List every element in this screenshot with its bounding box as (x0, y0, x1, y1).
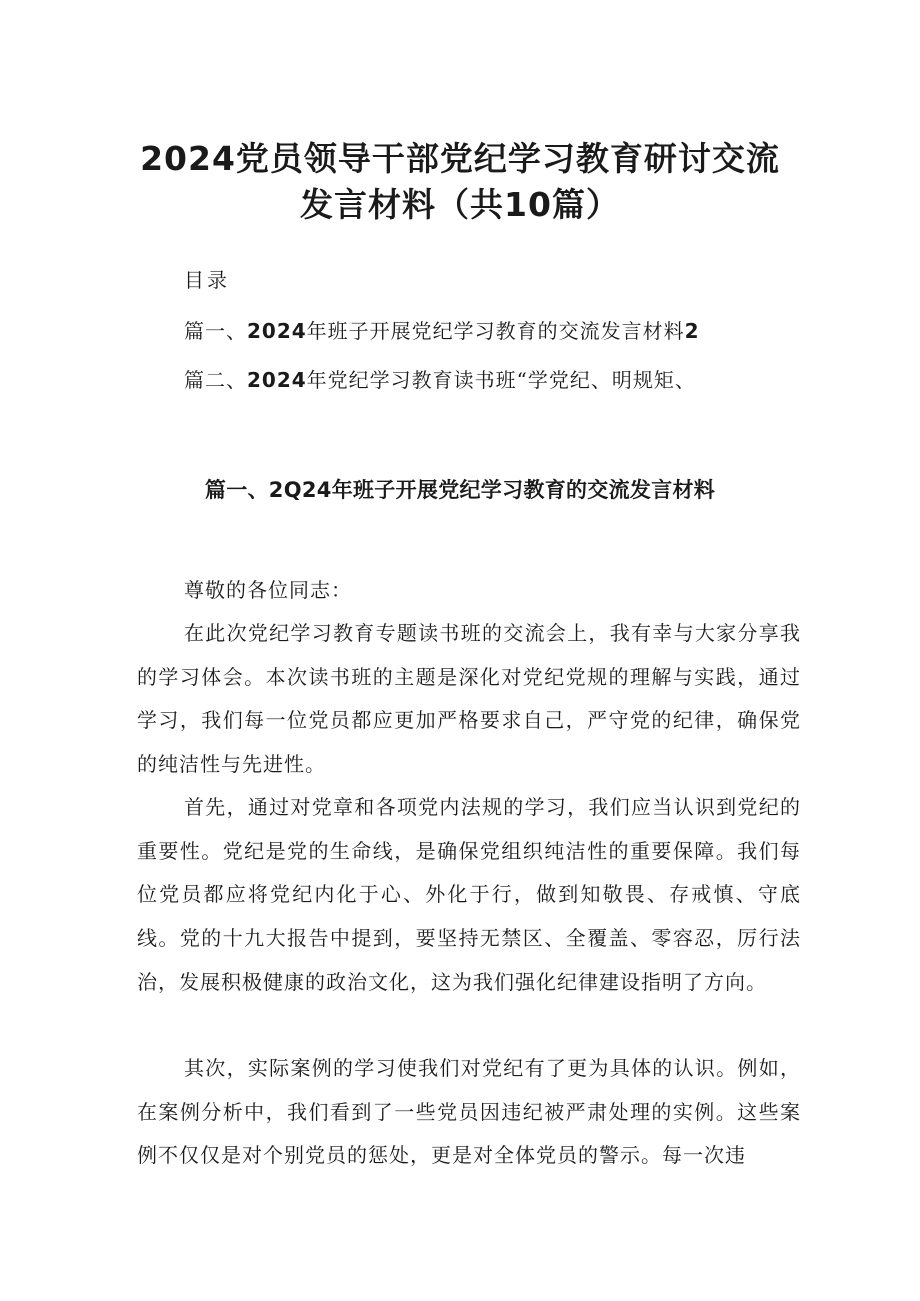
toc-item-2-year: 2024 (247, 368, 307, 392)
body-paragraph-1: 在此次党纪学习教育专题读书班的交流会上，我有幸与大家分享我的学习体会。本次读书班的主题是深化对党纪党规的理解与实践，通过学习，我们每一位党员都应更加严格要求自己，严守党的纪律，确保党的纯洁性与先进性。 (137, 621, 801, 777)
toc-item-1-prefix: 篇一、 (184, 319, 247, 343)
toc-label: 目录 (184, 268, 230, 292)
toc-item-1[interactable] (184, 321, 700, 341)
toc-item-2-text: 年党纪学习教育读书班“学党纪、明规矩、 (306, 368, 696, 392)
toc-item-2-prefix: 篇二、 (184, 368, 247, 392)
document-title-line2: 发言材料（共10篇） (300, 185, 620, 224)
section-heading: 篇一、2Q24年班子开展党纪学习教育的交流发言材料 (204, 478, 716, 502)
toc-item-1-text: 年班子开展党纪学习教育的交流发言材料 (306, 319, 685, 343)
toc-item-1-page: 2 (684, 319, 700, 343)
body-paragraph-2: 首先，通过对党章和各项党内法规的学习，我们应当认识到党纪的重要性。党纪是党的生命线，是确保党组织纯洁性的重要保障。我们每位党员都应将党纪内化于心、外化于行，做到知敬畏、存戒慎、守底线。党的十九大报告中提到，要坚持无禁区、全覆盖、零容忍，厉行法治，发展积极健康的政治文化，这为我们强化纪律建设指明了方向。 (137, 795, 801, 994)
body-paragraph-3: 其次，实际案例的学习使我们对党纪有了更为具体的认识。例如，在案例分析中，我们看到了一些党员因违纪被严肃处理的实例。这些案例不仅仅是对个别党员的惩处，更是对全体党员的警示。每一次违 (137, 1056, 801, 1168)
document-title-line1: 2024党员领导干部党纪学习教育研讨交流 (140, 139, 780, 178)
toc-item-2[interactable] (184, 370, 696, 390)
toc-item-1-year: 2024 (247, 319, 307, 343)
greeting: 尊敬的各位同志： (184, 578, 352, 602)
